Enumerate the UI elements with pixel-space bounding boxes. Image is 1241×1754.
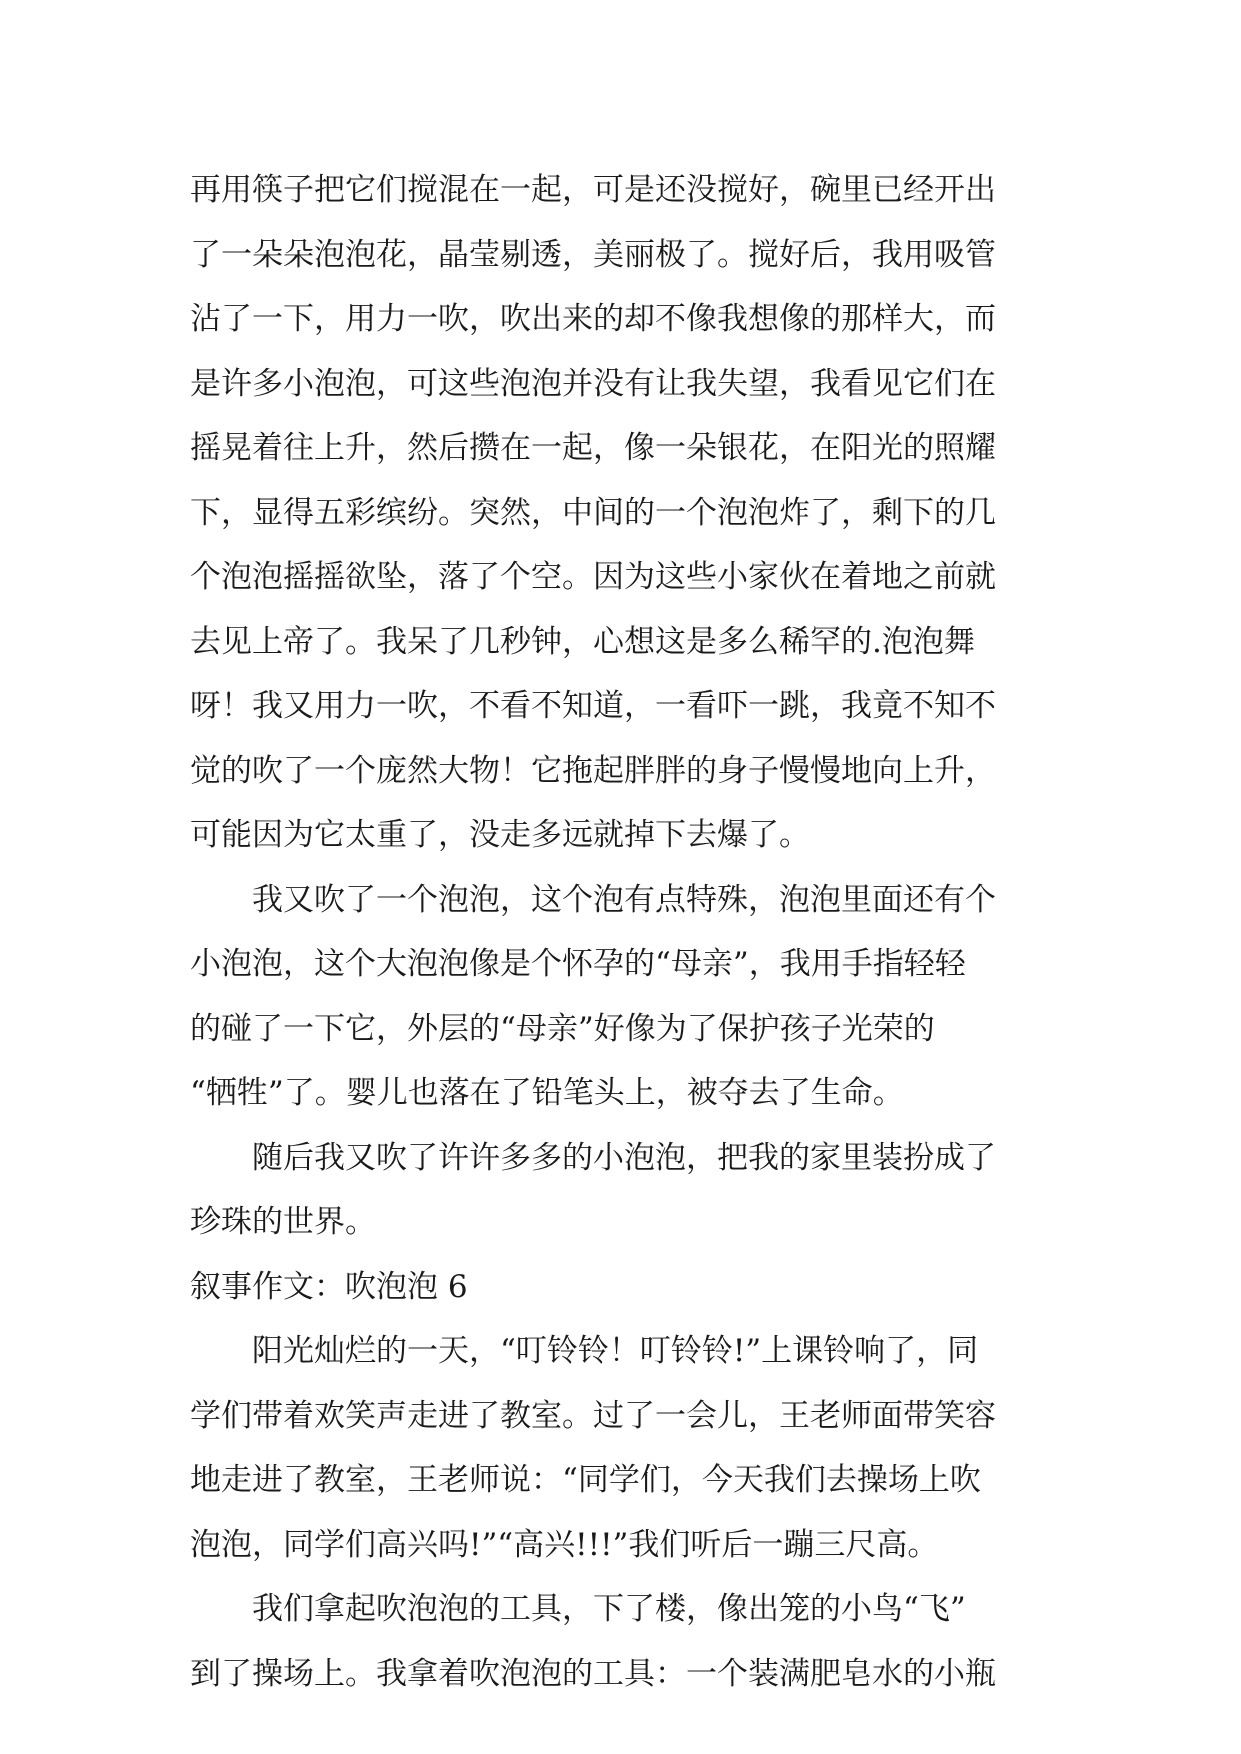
text-line: 泡泡，同学们高兴吗!”“高兴!!!”我们听后一蹦三尺高。	[190, 1526, 939, 1563]
paragraph-5	[190, 1577, 1050, 1706]
text-line: 个泡泡摇摇欲坠，落了个空。因为这些小家伙在着地之前就	[190, 559, 996, 595]
text-line: 我们拿起吹泡泡的工具，下了楼，像出笼的小鸟“飞”	[252, 1591, 966, 1627]
text-line: 阳光灿烂的一天，“叮铃铃！叮铃铃!”上课铃响了，同	[252, 1333, 979, 1369]
text-line: 了一朵朵泡泡花，晶莹剔透，美丽极了。搅好后，我用吸管	[190, 236, 996, 273]
paragraph-1	[190, 158, 1050, 868]
paragraph-2	[190, 868, 1050, 1126]
text-line: 珍珠的世界。	[190, 1204, 376, 1240]
text-line: 可能因为它太重了，没走多远就掉下去爆了。	[190, 817, 810, 853]
text-line: 小泡泡，这个大泡泡像是个怀孕的“母亲”，我用手指轻轻	[190, 946, 966, 982]
text-line: 沾了一下，用力一吹，吹出来的却不像我想像的那样大，而	[190, 301, 996, 337]
text-line: 地走进了教室，王老师说：“同学们，今天我们去操场上吹	[190, 1462, 981, 1498]
text-line: 到了操场上。我拿着吹泡泡的工具：一个装满肥皂水的小瓶	[190, 1655, 996, 1692]
text-line: 下，显得五彩缤纷。突然，中间的一个泡泡炸了，剩下的几	[190, 494, 996, 531]
text-line: 呀！我又用力一吹，不看不知道，一看吓一跳，我竟不知不	[190, 688, 996, 724]
section-heading	[190, 1255, 1050, 1320]
text-line: 随后我又吹了许许多多的小泡泡，把我的家里装扮成了	[252, 1139, 996, 1176]
essay-text	[190, 158, 1050, 1706]
heading-text: 叙事作文：吹泡泡 6	[190, 1268, 468, 1305]
text-line: 觉的吹了一个庞然大物！它拖起胖胖的身子慢慢地向上升，	[190, 752, 996, 789]
text-line: 我又吹了一个泡泡，这个泡有点特殊，泡泡里面还有个	[252, 881, 996, 918]
text-line: “牺牲”了。婴儿也落在了铅笔头上，被夺去了生命。	[190, 1075, 904, 1111]
text-line: 摇晃着往上升，然后攒在一起，像一朵银花，在阳光的照耀	[190, 430, 996, 466]
text-line: 去见上帝了。我呆了几秒钟，心想这是多么稀罕的.泡泡舞	[190, 623, 975, 660]
text-line: 是许多小泡泡，可这些泡泡并没有让我失望，我看见它们在	[190, 365, 996, 402]
text-line: 再用筷子把它们搅混在一起，可是还没搅好，碗里已经开出	[190, 172, 996, 208]
paragraph-4	[190, 1319, 1050, 1577]
paragraph-3	[190, 1126, 1050, 1255]
text-line: 学们带着欢笑声走进了教室。过了一会儿，王老师面带笑容	[190, 1397, 996, 1434]
text-line: 的碰了一下它，外层的“母亲”好像为了保护孩子光荣的	[190, 1010, 935, 1047]
